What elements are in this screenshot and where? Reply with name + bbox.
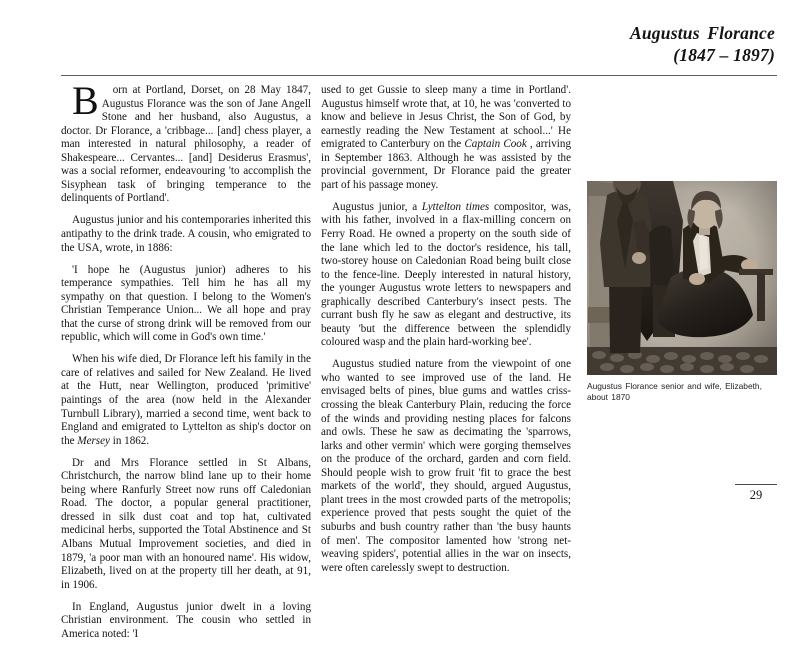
paragraph [61,78,311,206]
paragraph [321,201,571,350]
paragraph [321,84,571,192]
photograph-image [587,181,777,375]
paragraph-text: 'I hope he (Augustus junior) adheres to his temperance sympathies. Tell him he has all my sympathy on that question. I belong to the Women's Christian Temperance Union... We all hope and pray that the curse of strong drink will be removed from our republic, which will come in God's own time.' [61,263,311,344]
paragraph-quote [61,264,311,345]
paragraph-text: Augustus junior, a Lyttelton times compositor, was, with his father, involved in a flax-milling concern on Ferry Road. He owned a property on the south side of the lane which led to the doctor's residence, his tall, two-storey house on Caledonian Road being built close to the fence-line. Deeply interested in natural history, the younger Augustus wrote letters to newspapers and graphically described Canterbury's insect pests. The currant bush fly he saw as elegant and destructive, its beauty 'but the difference between the splendidly coloured wasp and the plain hard-working bee'. [321,200,571,349]
page-title-name: Augustus Florance [630,23,775,43]
paragraph-text: Augustus studied nature from the viewpoint of one who wanted to see improved use of the land. He envisaged belts of pines, blue gums and wattles criss-crossing the bleak Canterbury Plain, reducing the force of the winds and providing nesting places for falcons and owls. These he saw as decimating the 'sparrows, larks and other vermin' which were gorging themselves on the produce of the orchard, garden and corn field. Should people wish to grow fruit 'fit to grace the best markets of the world', they should, argued Augustus, plant trees in the most crowded parts of the metropolis; experience proved that pests sought the quiet of the suburbs and bush country rather than 'the busy haunts of men'. The compositor lamented how 'strong net-weaving spiders', potential allies in the war on insects, were often carelessly swept to destruction. [321,358,571,574]
folio-divider [735,484,777,485]
page-title-dates: (1847 – 1897) [673,45,775,66]
body-column-right [321,84,571,584]
paragraph-text: used to get Gussie to sleep many a time in Portland'. Augustus himself wrote that, at 10, he was 'converted to know and believe in Jesus Christ, the Son of God, by earnestly reading the New Testament at school...' He emigrated to Canterbury on the Captain Cook , arriving in September 1863. Although he was assisted by the provincial government, Dr Florance paid the greater part of his passage money. [321,84,571,191]
paragraph-text: Augustus junior and his contemporaries inherited this antipathy to the drink trade. A cousin, who emigrated to the USA, wrote, in 1886: [61,214,311,254]
paragraph-text: In England, Augustus junior dwelt in a loving Christian environment. The cousin who settled in America noted: 'I [61,600,311,640]
paragraph [61,601,311,642]
figure [587,181,777,403]
paragraph [61,353,311,448]
paragraph-text: When his wife died, Dr Florance left his family in the care of relatives and sailed for New Zealand. He lived at the Hutt, near Wellington, produced 'primitive' paintings of the area (now held in the Alexander Turnbull Library), married a second time, went back to England and emigrated to Lyttelton as ship's doctor on the Mersey in 1862. [61,353,311,447]
figure-caption: Augustus Florance senior and wife, Elizabeth, about 1870 [587,381,762,403]
photograph [587,181,777,375]
paragraph [61,214,311,255]
paragraph [321,358,571,575]
drop-cap-letter: B [72,78,99,123]
paragraph [61,457,311,592]
body-column-left [61,78,311,650]
paragraph-text: Dr and Mrs Florance settled in St Albans, Christchurch, the narrow blind lane up to their home being where Ranfurly Street now runs off Caledonian Road. The doctor, a popular general practitioner, dressed in silk dust coat and top hat, cultivated medicinal herbs, supported the Total Abstinence and St Albans Mutual Improvement societies, and died in 1879, 'a poor man with an honoured name'. His widow, Elizabeth, lived on at the property till her death, at 91, in 1906. [61,456,311,591]
page-number: 29 [749,488,763,502]
page-title [430,22,775,67]
paragraph-text: orn at Portland, Dorset, on 28 May 1847, Augustus Florance was the son of Jane Angell Stone and her husband, also Augustus, a doctor. Dr Florance, a 'cribbage... [and] chess player, a man interested in natural philosophy, a reader of Shakespeare... Cervantes... [and] Desiderus Erasmus', was a social reformer, endeavouring 'to accomplish the Sisyphean task of bringing temperance to the delinquents of Portland'. [61,84,311,205]
header-divider [61,75,777,76]
